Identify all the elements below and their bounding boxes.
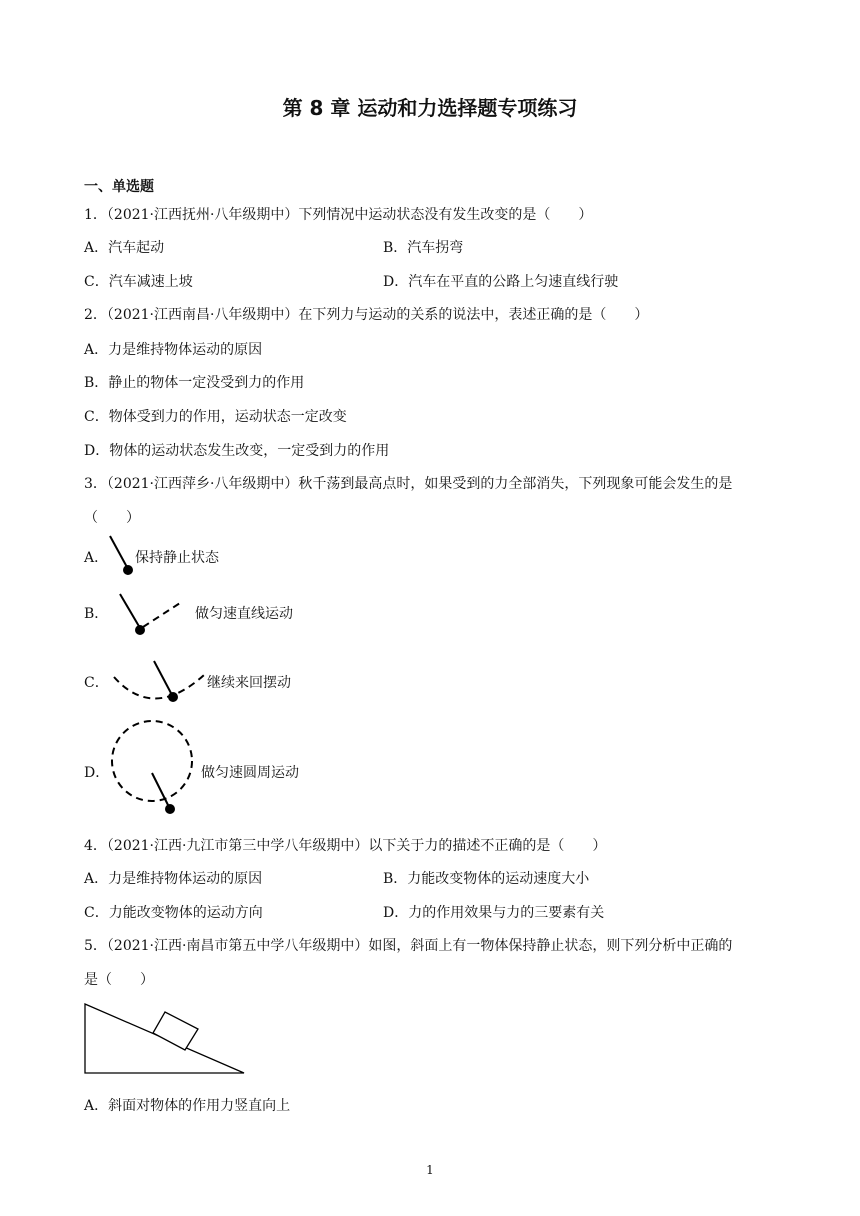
q2-option-d[interactable]: D．物体的运动状态发生改变，一定受到力的作用 [84,443,390,459]
q3-stem-cont: （ ） [84,510,140,526]
q5-option-a[interactable]: A．斜面对物体的作用力竖直向上 [84,1098,291,1114]
q3-option-b-text: 做匀速直线运动 [195,606,293,622]
q2-option-a[interactable]: A．力是维持物体运动的原因 [84,342,263,358]
page-title: 第 8 章 运动和力选择题专项练习 [282,96,578,120]
q3-option-c-letter[interactable]: C． [84,675,109,691]
q4-option-a[interactable]: A．力是维持物体运动的原因 [84,871,263,887]
q1-option-b[interactable]: B．汽车拐弯 [383,240,464,256]
q3-option-c-text: 继续来回摆动 [207,675,291,691]
q1-option-a[interactable]: A．汽车起动 [84,240,165,256]
q3-stem: 3．（2021·江西萍乡·八年级期中）秋千荡到最高点时，如果受到的力全部消失，下列现象可能会发生的是 [84,476,733,492]
q1-option-c[interactable]: C．汽车减速上坡 [84,274,193,290]
q3-option-a-letter[interactable]: A． [84,550,109,566]
q4-option-b[interactable]: B．力能改变物体的运动速度大小 [383,871,590,887]
q3-option-d-letter[interactable]: D． [84,765,110,781]
q3-option-a-text: 保持静止状态 [135,550,219,566]
swing-straight-line-figure [110,590,190,640]
q2-option-c[interactable]: C．物体受到力的作用，运动状态一定改变 [84,409,347,425]
q5-stem: 5．（2021·江西·南昌市第五中学八年级期中）如图，斜面上有一物体保持静止状态，则下列分析中正确的 [84,938,733,954]
q3-option-b-letter[interactable]: B． [84,606,109,622]
q3-option-d-text: 做匀速圆周运动 [201,765,299,781]
swing-static-figure [100,530,140,580]
q4-stem: 4．（2021·江西·九江市第三中学八年级期中）以下关于力的描述不正确的是（ ） [84,838,607,854]
swing-pendulum-figure [108,655,208,705]
section-heading: 一、单选题 [84,179,154,195]
q2-option-b[interactable]: B．静止的物体一定没受到力的作用 [84,375,305,391]
q4-option-c[interactable]: C．力能改变物体的运动方向 [84,905,263,921]
q4-option-d[interactable]: D．力的作用效果与力的三要素有关 [383,905,605,921]
swing-circular-figure [105,715,205,825]
incline-block-figure [84,1003,254,1078]
q2-stem: 2．（2021·江西南昌·八年级期中）在下列力与运动的关系的说法中，表述正确的是（ ） [84,307,649,323]
q1-option-d[interactable]: D．汽车在平直的公路上匀速直线行驶 [383,274,619,290]
page-number: 1 [426,1163,434,1177]
q1-stem: 1．（2021·江西抚州·八年级期中）下列情况中运动状态没有发生改变的是（ ） [84,207,593,223]
q5-stem-cont: 是（ ） [84,972,154,988]
